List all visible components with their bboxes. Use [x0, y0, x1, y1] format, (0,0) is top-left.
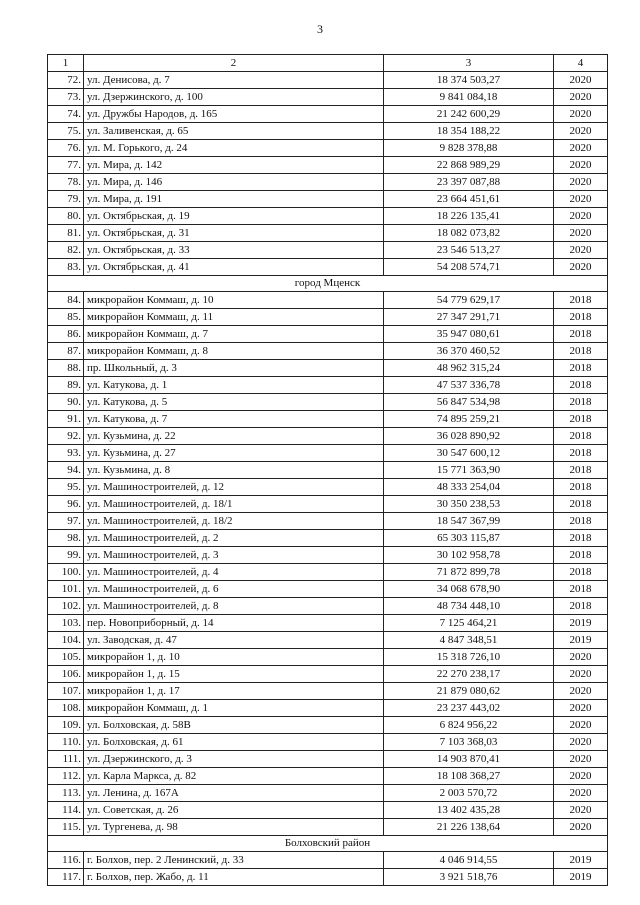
row-amount: 18 108 368,27 [384, 768, 554, 785]
row-year: 2018 [554, 292, 608, 309]
row-amount: 56 847 534,98 [384, 394, 554, 411]
row-year: 2020 [554, 174, 608, 191]
row-year: 2020 [554, 208, 608, 225]
section-title: Болховский район [48, 836, 608, 852]
row-amount: 18 354 188,22 [384, 123, 554, 140]
row-year: 2018 [554, 445, 608, 462]
row-number: 74. [48, 106, 84, 123]
row-amount: 23 397 087,88 [384, 174, 554, 191]
row-address: ул. М. Горького, д. 24 [84, 140, 384, 157]
table-header-row [48, 55, 608, 72]
row-number: 77. [48, 157, 84, 174]
row-amount: 74 895 259,21 [384, 411, 554, 428]
row-year: 2018 [554, 479, 608, 496]
row-amount: 2 003 570,72 [384, 785, 554, 802]
row-address: ул. Дзержинского, д. 100 [84, 89, 384, 106]
row-number: 104. [48, 632, 84, 649]
row-amount: 71 872 899,78 [384, 564, 554, 581]
row-amount: 21 242 600,29 [384, 106, 554, 123]
row-address: ул. Денисова, д. 7 [84, 72, 384, 89]
row-address: ул. Мира, д. 146 [84, 174, 384, 191]
row-number: 98. [48, 530, 84, 547]
row-amount: 35 947 080,61 [384, 326, 554, 343]
row-year: 2020 [554, 802, 608, 819]
row-address: ул. Октябрьская, д. 33 [84, 242, 384, 259]
table-row [48, 225, 608, 242]
header-col-3: 3 [384, 55, 554, 72]
table-row [48, 123, 608, 140]
table-row [48, 174, 608, 191]
row-year: 2018 [554, 411, 608, 428]
table-row [48, 598, 608, 615]
row-amount: 7 103 368,03 [384, 734, 554, 751]
table-row [48, 700, 608, 717]
table-row [48, 632, 608, 649]
row-amount: 65 303 115,87 [384, 530, 554, 547]
row-number: 96. [48, 496, 84, 513]
table-row [48, 852, 608, 869]
table-row [48, 564, 608, 581]
row-address: микрорайон Коммаш, д. 8 [84, 343, 384, 360]
row-year: 2018 [554, 360, 608, 377]
table-row [48, 819, 608, 836]
address-table [47, 54, 608, 886]
row-address: ул. Машиностроителей, д. 8 [84, 598, 384, 615]
table-row [48, 326, 608, 343]
row-amount: 3 921 518,76 [384, 869, 554, 886]
row-amount: 22 868 989,29 [384, 157, 554, 174]
row-amount: 23 546 513,27 [384, 242, 554, 259]
row-number: 95. [48, 479, 84, 496]
row-year: 2020 [554, 717, 608, 734]
row-address: ул. Машиностроителей, д. 12 [84, 479, 384, 496]
row-amount: 15 771 363,90 [384, 462, 554, 479]
row-number: 97. [48, 513, 84, 530]
row-number: 87. [48, 343, 84, 360]
table-row [48, 462, 608, 479]
row-number: 73. [48, 89, 84, 106]
row-address: ул. Кузьмина, д. 27 [84, 445, 384, 462]
table-row [48, 530, 608, 547]
row-number: 84. [48, 292, 84, 309]
row-amount: 18 547 367,99 [384, 513, 554, 530]
row-number: 101. [48, 581, 84, 598]
table-row [48, 445, 608, 462]
row-address: ул. Болховская, д. 61 [84, 734, 384, 751]
row-address: ул. Заливенская, д. 65 [84, 123, 384, 140]
row-number: 117. [48, 869, 84, 886]
section-row [48, 276, 608, 292]
row-year: 2018 [554, 462, 608, 479]
row-year: 2020 [554, 140, 608, 157]
row-address: ул. Машиностроителей, д. 6 [84, 581, 384, 598]
row-number: 100. [48, 564, 84, 581]
table-row [48, 615, 608, 632]
row-number: 113. [48, 785, 84, 802]
row-address: микрорайон Коммаш, д. 7 [84, 326, 384, 343]
row-address: ул. Октябрьская, д. 31 [84, 225, 384, 242]
row-amount: 9 828 378,88 [384, 140, 554, 157]
row-address: ул. Советская, д. 26 [84, 802, 384, 819]
row-amount: 36 370 460,52 [384, 343, 554, 360]
row-year: 2020 [554, 191, 608, 208]
row-year: 2020 [554, 683, 608, 700]
row-year: 2020 [554, 123, 608, 140]
row-address: микрорайон 1, д. 15 [84, 666, 384, 683]
row-amount: 30 102 958,78 [384, 547, 554, 564]
table-row [48, 157, 608, 174]
section-title: город Мценск [48, 276, 608, 292]
row-amount: 30 547 600,12 [384, 445, 554, 462]
row-address: ул. Болховская, д. 58В [84, 717, 384, 734]
row-amount: 36 028 890,92 [384, 428, 554, 445]
row-number: 112. [48, 768, 84, 785]
row-year: 2019 [554, 852, 608, 869]
row-number: 93. [48, 445, 84, 462]
table-row [48, 343, 608, 360]
table-row [48, 513, 608, 530]
row-year: 2018 [554, 547, 608, 564]
row-year: 2020 [554, 157, 608, 174]
row-address: ул. Машиностроителей, д. 2 [84, 530, 384, 547]
row-address: микрорайон Коммаш, д. 1 [84, 700, 384, 717]
table-row [48, 72, 608, 89]
header-col-2: 2 [84, 55, 384, 72]
row-year: 2020 [554, 72, 608, 89]
row-amount: 14 903 870,41 [384, 751, 554, 768]
row-year: 2020 [554, 242, 608, 259]
row-year: 2018 [554, 394, 608, 411]
row-address: ул. Машиностроителей, д. 18/2 [84, 513, 384, 530]
row-number: 91. [48, 411, 84, 428]
table-row [48, 479, 608, 496]
row-year: 2018 [554, 530, 608, 547]
table-row [48, 242, 608, 259]
section-row [48, 836, 608, 852]
row-year: 2020 [554, 106, 608, 123]
row-address: ул. Кузьмина, д. 8 [84, 462, 384, 479]
row-number: 116. [48, 852, 84, 869]
row-address: ул. Дзержинского, д. 3 [84, 751, 384, 768]
row-address: ул. Катукова, д. 7 [84, 411, 384, 428]
row-number: 94. [48, 462, 84, 479]
row-amount: 7 125 464,21 [384, 615, 554, 632]
header-col-1: 1 [48, 55, 84, 72]
page-number: 3 [317, 22, 323, 36]
row-amount: 18 374 503,27 [384, 72, 554, 89]
table-row [48, 751, 608, 768]
table-row [48, 292, 608, 309]
row-year: 2018 [554, 513, 608, 530]
row-address: ул. Машиностроителей, д. 18/1 [84, 496, 384, 513]
row-amount: 34 068 678,90 [384, 581, 554, 598]
table-row [48, 140, 608, 157]
row-number: 108. [48, 700, 84, 717]
row-address: микрорайон 1, д. 17 [84, 683, 384, 700]
table-row [48, 802, 608, 819]
row-number: 83. [48, 259, 84, 276]
row-number: 106. [48, 666, 84, 683]
row-number: 109. [48, 717, 84, 734]
table-row [48, 411, 608, 428]
row-amount: 47 537 336,78 [384, 377, 554, 394]
table-row [48, 717, 608, 734]
row-address: ул. Машиностроителей, д. 4 [84, 564, 384, 581]
row-number: 89. [48, 377, 84, 394]
row-address: ул. Карла Маркса, д. 82 [84, 768, 384, 785]
row-address: ул. Катукова, д. 1 [84, 377, 384, 394]
row-year: 2020 [554, 225, 608, 242]
row-number: 111. [48, 751, 84, 768]
row-address: ул. Кузьмина, д. 22 [84, 428, 384, 445]
row-number: 86. [48, 326, 84, 343]
row-number: 79. [48, 191, 84, 208]
row-address: микрорайон Коммаш, д. 10 [84, 292, 384, 309]
row-number: 105. [48, 649, 84, 666]
row-amount: 18 226 135,41 [384, 208, 554, 225]
row-amount: 9 841 084,18 [384, 89, 554, 106]
row-amount: 54 208 574,71 [384, 259, 554, 276]
row-address: ул. Заводская, д. 47 [84, 632, 384, 649]
table-row [48, 208, 608, 225]
row-year: 2020 [554, 734, 608, 751]
row-address: ул. Катукова, д. 5 [84, 394, 384, 411]
table-row [48, 649, 608, 666]
row-address: г. Болхов, пер. Жабо, д. 11 [84, 869, 384, 886]
row-number: 82. [48, 242, 84, 259]
row-year: 2020 [554, 700, 608, 717]
row-year: 2018 [554, 326, 608, 343]
table-row [48, 768, 608, 785]
row-address: микрорайон Коммаш, д. 11 [84, 309, 384, 326]
table-row [48, 734, 608, 751]
row-year: 2020 [554, 649, 608, 666]
row-address: ул. Машиностроителей, д. 3 [84, 547, 384, 564]
row-number: 103. [48, 615, 84, 632]
row-year: 2019 [554, 869, 608, 886]
table-row [48, 309, 608, 326]
row-year: 2020 [554, 768, 608, 785]
row-year: 2018 [554, 309, 608, 326]
row-address: ул. Ленина, д. 167А [84, 785, 384, 802]
row-amount: 48 333 254,04 [384, 479, 554, 496]
row-year: 2018 [554, 598, 608, 615]
row-address: ул. Дружбы Народов, д. 165 [84, 106, 384, 123]
row-address: ул. Мира, д. 142 [84, 157, 384, 174]
row-year: 2020 [554, 89, 608, 106]
row-amount: 18 082 073,82 [384, 225, 554, 242]
row-address: ул. Тургенева, д. 98 [84, 819, 384, 836]
row-number: 114. [48, 802, 84, 819]
row-year: 2018 [554, 377, 608, 394]
row-number: 99. [48, 547, 84, 564]
row-amount: 21 226 138,64 [384, 819, 554, 836]
row-number: 75. [48, 123, 84, 140]
row-number: 80. [48, 208, 84, 225]
row-number: 102. [48, 598, 84, 615]
row-year: 2020 [554, 785, 608, 802]
row-number: 92. [48, 428, 84, 445]
row-address: пер. Новоприборный, д. 14 [84, 615, 384, 632]
row-address: г. Болхов, пер. 2 Ленинский, д. 33 [84, 852, 384, 869]
row-number: 88. [48, 360, 84, 377]
table-row [48, 259, 608, 276]
table-row [48, 360, 608, 377]
row-address: ул. Октябрьская, д. 19 [84, 208, 384, 225]
row-year: 2018 [554, 564, 608, 581]
row-amount: 48 734 448,10 [384, 598, 554, 615]
table-row [48, 89, 608, 106]
row-year: 2020 [554, 751, 608, 768]
row-address: микрорайон 1, д. 10 [84, 649, 384, 666]
row-amount: 13 402 435,28 [384, 802, 554, 819]
row-number: 81. [48, 225, 84, 242]
row-address: пр. Школьный, д. 3 [84, 360, 384, 377]
table-row [48, 785, 608, 802]
row-amount: 23 664 451,61 [384, 191, 554, 208]
row-amount: 48 962 315,24 [384, 360, 554, 377]
row-amount: 30 350 238,53 [384, 496, 554, 513]
row-amount: 21 879 080,62 [384, 683, 554, 700]
table-row [48, 581, 608, 598]
row-number: 85. [48, 309, 84, 326]
row-address: ул. Мира, д. 191 [84, 191, 384, 208]
row-address: ул. Октябрьская, д. 41 [84, 259, 384, 276]
table-row [48, 428, 608, 445]
row-amount: 54 779 629,17 [384, 292, 554, 309]
row-number: 110. [48, 734, 84, 751]
row-number: 115. [48, 819, 84, 836]
row-number: 107. [48, 683, 84, 700]
row-number: 90. [48, 394, 84, 411]
row-year: 2020 [554, 259, 608, 276]
table-row [48, 683, 608, 700]
row-year: 2019 [554, 632, 608, 649]
row-year: 2019 [554, 615, 608, 632]
row-year: 2020 [554, 819, 608, 836]
table-row [48, 869, 608, 886]
table-row [48, 106, 608, 123]
row-amount: 27 347 291,71 [384, 309, 554, 326]
table-row [48, 496, 608, 513]
row-year: 2018 [554, 343, 608, 360]
row-number: 72. [48, 72, 84, 89]
row-year: 2018 [554, 428, 608, 445]
row-number: 78. [48, 174, 84, 191]
row-year: 2018 [554, 496, 608, 513]
row-amount: 15 318 726,10 [384, 649, 554, 666]
header-col-4: 4 [554, 55, 608, 72]
row-year: 2018 [554, 581, 608, 598]
table-body [48, 55, 608, 886]
table-row [48, 394, 608, 411]
row-amount: 23 237 443,02 [384, 700, 554, 717]
table-row [48, 547, 608, 564]
table-row [48, 191, 608, 208]
row-year: 2020 [554, 666, 608, 683]
row-number: 76. [48, 140, 84, 157]
row-amount: 4 847 348,51 [384, 632, 554, 649]
row-amount: 6 824 956,22 [384, 717, 554, 734]
table-row [48, 666, 608, 683]
table-row [48, 377, 608, 394]
row-amount: 4 046 914,55 [384, 852, 554, 869]
row-amount: 22 270 238,17 [384, 666, 554, 683]
